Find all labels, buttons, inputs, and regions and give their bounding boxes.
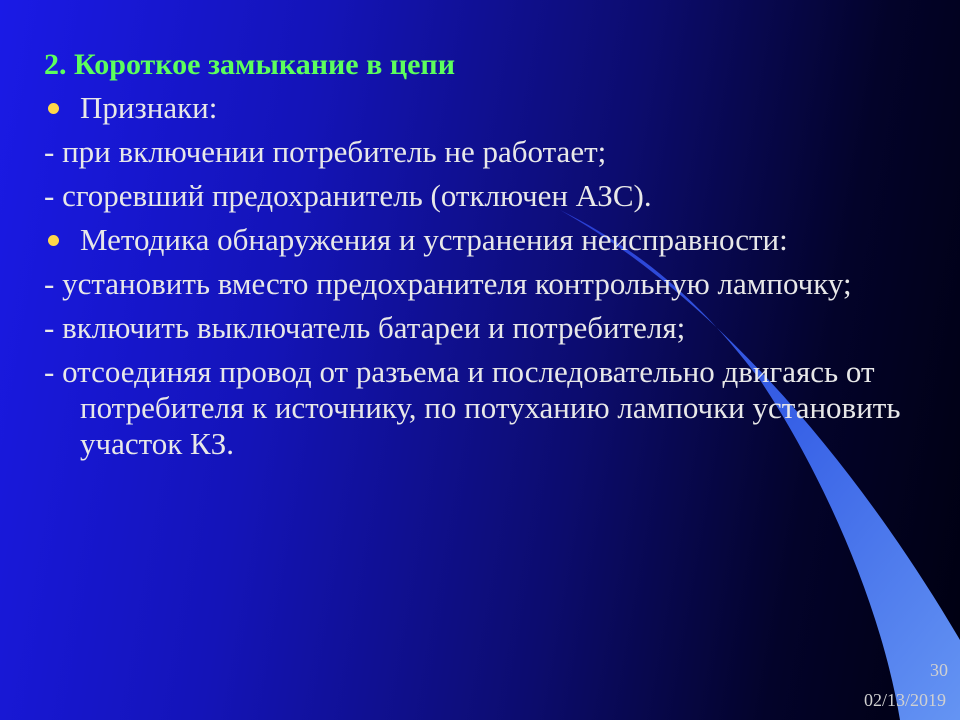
dash-item: - включить выключатель батареи и потребителя;	[44, 310, 686, 345]
page-number: 30	[930, 660, 948, 680]
bullet-item: Методика обнаружения и устранения неисправности:	[44, 222, 924, 258]
bullet-dot-icon	[48, 235, 59, 246]
dash-item: - при включении потребитель не работает;	[44, 134, 607, 169]
slide-content	[44, 46, 924, 470]
dash-item: - установить вместо предохранителя контрольную лампочку;	[44, 266, 852, 301]
slide-date: 02/13/2019	[863, 690, 946, 710]
bullet-dot-icon	[48, 103, 59, 114]
bullet-item: Признаки:	[44, 90, 924, 126]
dash-item: - сгоревший предохранитель (отключен АЗС).	[44, 178, 652, 213]
slide-title: 2. Короткое замыкание в цепи	[44, 48, 455, 81]
dash-item: - отсоединяя провод от разъема и последовательно двигаясь от потребителя к источнику, по потуханию лампочки установить участок КЗ.	[44, 354, 901, 461]
